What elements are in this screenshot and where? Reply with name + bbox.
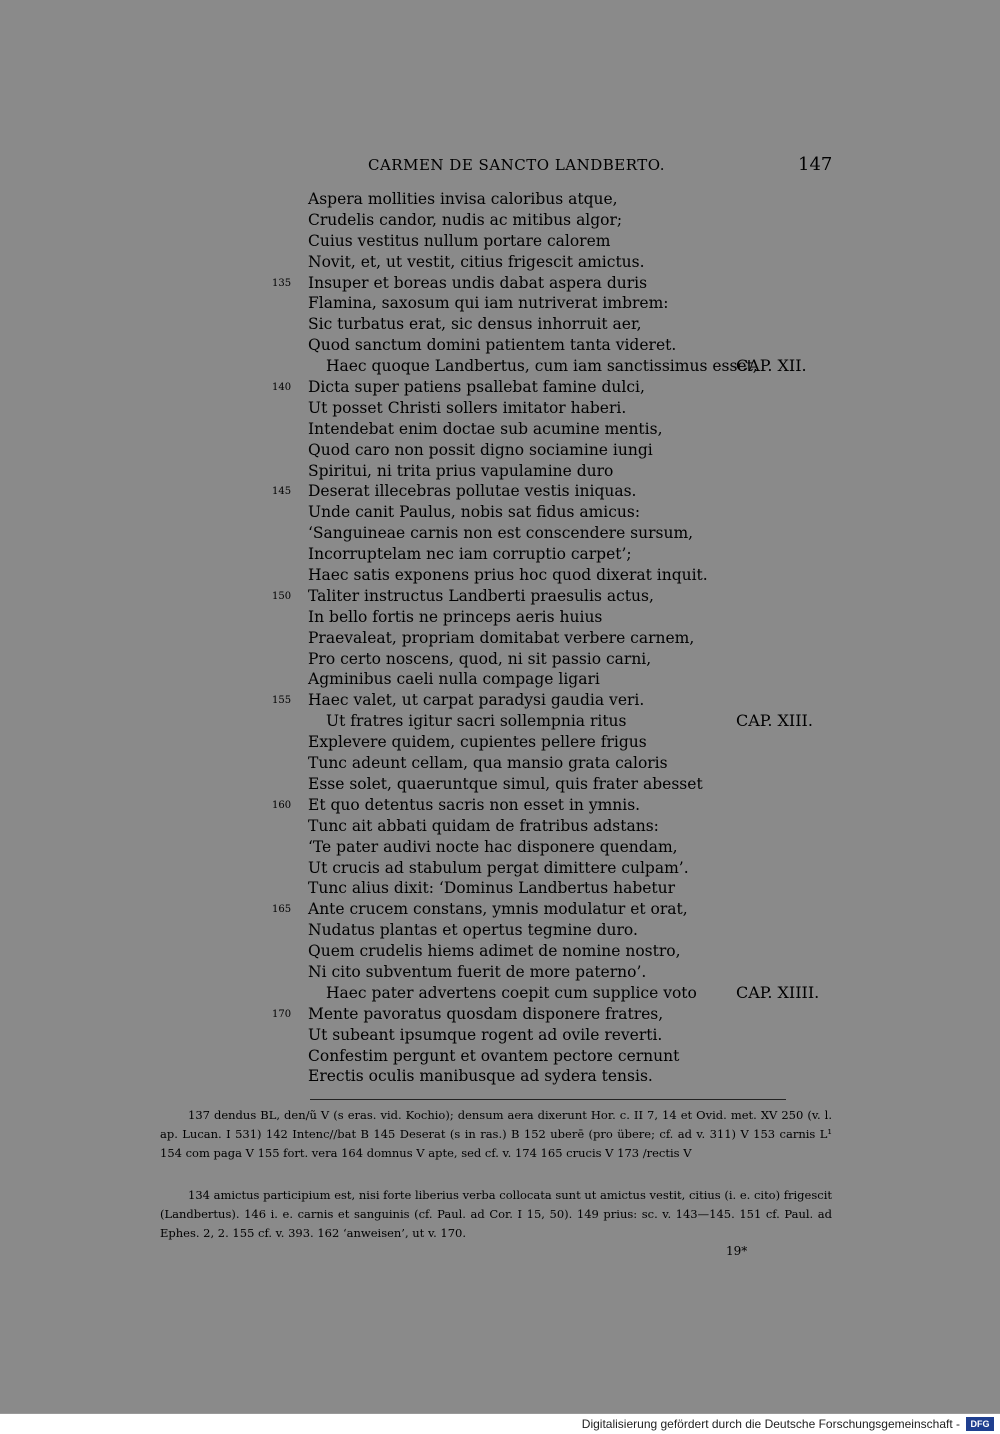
- verse-line: [0, 1066, 1000, 1087]
- verse-text: Et quo detentus sacris non esset in ymnis.: [308, 795, 641, 814]
- line-number: 155: [272, 695, 292, 707]
- verse-line: [0, 690, 1000, 711]
- verse-line: [0, 732, 1000, 753]
- verse-text: Erectis oculis manibusque ad sydera tensis.: [308, 1067, 653, 1086]
- verse-text: Spiritui, ni trita prius vapulamine duro: [308, 461, 614, 480]
- verse-text: Incorruptelam nec iam corruptio carpet’;: [308, 545, 632, 564]
- verse-text: Deserat illecebras pollutae vestis iniquas.: [308, 482, 637, 501]
- verse-line: [0, 795, 1000, 816]
- line-number: 165: [272, 904, 292, 916]
- verse-line: [0, 628, 1000, 649]
- verse-line: [0, 816, 1000, 837]
- verse-line: [0, 293, 1000, 314]
- verse-text: Quem crudelis hiems adimet de nomine nostro,: [308, 942, 681, 961]
- verse-line: [0, 252, 1000, 273]
- verse-line: [0, 1046, 1000, 1067]
- verse-line: [0, 544, 1000, 565]
- verse-line: [0, 1004, 1000, 1025]
- verse-text: Esse solet, quaeruntque simul, quis frater abesset: [308, 774, 703, 793]
- verse-line: [0, 669, 1000, 690]
- footnote-divider: [310, 1099, 786, 1100]
- verse-line: [0, 356, 1000, 377]
- verse-line: [0, 398, 1000, 419]
- verse-text: Tunc ait abbati quidam de fratribus adstans:: [308, 816, 659, 835]
- signature-mark: 19*: [726, 1244, 748, 1258]
- verse-text: Unde canit Paulus, nobis sat fidus amicus:: [308, 503, 641, 522]
- verse-text: Crudelis candor, nudis ac mitibus algor;: [308, 210, 623, 229]
- verse-line: [0, 983, 1000, 1004]
- apparatus-text: 137 dendus BL, den/ũ V (s eras. vid. Kochio); densum aera dixerunt Hor. c. II 7, 14 et Ovid. met. XV 250 (v. l. ap. Lucan. I 531) 142 Intenc//bat B 145 Deserat (s in ras.) B 152 uberē (pro übere; cf. ad v. 311) V 153 carnis L¹ 154 com paga V 155 fort. vera 164 domnus V apte, sed cf. v. 174 165 crucis V 173 /rectis V: [160, 1108, 832, 1160]
- verse-text: Quod caro non possit digno sociamine iungi: [308, 440, 653, 459]
- verse-text: ‘Sanguineae carnis non est conscendere sursum,: [308, 524, 694, 543]
- verse-text: Ut subeant ipsumque rogent ad ovile reverti.: [308, 1025, 663, 1044]
- line-number: 170: [272, 1008, 292, 1020]
- footer-bar: [0, 1413, 1000, 1434]
- critical-apparatus: [160, 1106, 832, 1163]
- verse-line: [0, 335, 1000, 356]
- dfg-logo-icon: DFG: [966, 1417, 994, 1431]
- verse-text: Agminibus caeli nulla compage ligari: [308, 670, 600, 689]
- verse-text: Mente pavoratus quosdam disponere fratres,: [308, 1004, 664, 1023]
- verse-text: Tunc alius dixit: ‘Dominus Landbertus habetur: [308, 879, 676, 898]
- verse-line: [0, 481, 1000, 502]
- verse-text: Ut crucis ad stabulum pergat dimittere culpam’.: [308, 858, 689, 877]
- verse-text: In bello fortis ne princeps aeris huius: [308, 607, 603, 626]
- verse-text: Haec satis exponens prius hoc quod dixerat inquit.: [308, 566, 708, 585]
- chapter-marker: CAP. XII.: [736, 356, 807, 376]
- verse-text: Novit, et, ut vestit, citius frigescit amictus.: [308, 252, 645, 271]
- running-title: CARMEN DE SANCTO LANDBERTO.: [368, 156, 665, 174]
- line-number: 135: [272, 277, 292, 289]
- verse-text: Aspera mollities invisa caloribus atque,: [308, 190, 618, 208]
- verse-text: Haec valet, ut carpat paradysi gaudia veri.: [308, 691, 645, 710]
- commentary-text: 134 amictus participium est, nisi forte liberius verba collocata sunt ut amictus vestit, citius (i. e. cito) frigescit (Landbertus). 146 i. e. carnis et sanguinis (cf. Paul. ad Cor. I 15, 50). 149 prius: sc. v. 143—145. 151 cf. Paul. ad Ephes. 2, 2. 155 cf. v. 393. 162 ‘anweisen’, ut v. 170.: [160, 1188, 832, 1240]
- verse-text: Flamina, saxosum qui iam nutriverat imbrem:: [308, 294, 669, 313]
- verse-text: Confestim pergunt et ovantem pectore cernunt: [308, 1046, 680, 1065]
- verse-block: [0, 189, 1000, 1087]
- line-number: 150: [272, 590, 292, 602]
- verse-line: [0, 565, 1000, 586]
- verse-line: [0, 314, 1000, 335]
- verse-line: [0, 899, 1000, 920]
- verse-text: Praevaleat, propriam domitabat verbere carnem,: [308, 628, 695, 647]
- verse-text: Sic turbatus erat, sic densus inhorruit aer,: [308, 315, 642, 334]
- verse-line: [0, 607, 1000, 628]
- verse-text: Nudatus plantas et opertus tegmine duro.: [308, 921, 638, 940]
- line-number: 140: [272, 382, 292, 394]
- verse-line: [0, 711, 1000, 732]
- verse-line: [0, 837, 1000, 858]
- verse-text: Pro certo noscens, quod, ni sit passio carni,: [308, 649, 652, 668]
- verse-line: [0, 419, 1000, 440]
- verse-text: Explevere quidem, cupientes pellere frigus: [308, 733, 647, 752]
- verse-line: [0, 502, 1000, 523]
- footer-credit: Digitalisierung gefördert durch die Deutsche Forschungsgemeinschaft -: [581, 1417, 960, 1431]
- verse-line: [0, 941, 1000, 962]
- verse-text: Cuius vestitus nullum portare calorem: [308, 231, 611, 250]
- line-number: 145: [272, 486, 292, 498]
- verse-line: [0, 189, 1000, 210]
- verse-text: Insuper et boreas undis dabat aspera duris: [308, 273, 648, 292]
- line-number: 160: [272, 799, 292, 811]
- verse-line: [0, 878, 1000, 899]
- verse-line: [0, 273, 1000, 294]
- page-number: 147: [798, 154, 833, 175]
- verse-line: [0, 649, 1000, 670]
- verse-line: [0, 377, 1000, 398]
- verse-line: [0, 461, 1000, 482]
- verse-text: Quod sanctum domini patientem tanta videret.: [308, 336, 677, 355]
- verse-text: Dicta super patiens psallebat famine dulci,: [308, 378, 645, 397]
- verse-line: [0, 231, 1000, 252]
- commentary-notes: [160, 1186, 832, 1243]
- verse-text: ‘Te pater audivi nocte hac disponere quendam,: [308, 837, 678, 856]
- chapter-marker: CAP. XIIII.: [736, 982, 820, 1002]
- verse-line: [0, 753, 1000, 774]
- verse-text: Ante crucem constans, ymnis modulatur et orat,: [308, 900, 688, 919]
- verse-line: [0, 962, 1000, 983]
- verse-line: [0, 586, 1000, 607]
- verse-text: Haec pater advertens coepit cum supplice voto: [326, 983, 697, 1002]
- verse-line: [0, 858, 1000, 879]
- verse-text: Ut posset Christi sollers imitator haberi.: [308, 398, 627, 417]
- verse-line: [0, 774, 1000, 795]
- verse-line: [0, 920, 1000, 941]
- verse-text: Tunc adeunt cellam, qua mansio grata caloris: [308, 754, 668, 773]
- verse-text: Intendebat enim doctae sub acumine mentis,: [308, 419, 663, 438]
- verse-line: [0, 210, 1000, 231]
- verse-line: [0, 440, 1000, 461]
- verse-text: Taliter instructus Landberti praesulis actus,: [308, 586, 654, 605]
- verse-text: Ni cito subventum fuerit de more paterno’.: [308, 962, 647, 981]
- verse-line: [0, 523, 1000, 544]
- verse-text: Ut fratres igitur sacri sollempnia ritus: [326, 712, 627, 731]
- chapter-marker: CAP. XIII.: [736, 711, 813, 731]
- verse-text: Haec quoque Landbertus, cum iam sanctissimus esset,: [326, 357, 758, 376]
- verse-line: [0, 1025, 1000, 1046]
